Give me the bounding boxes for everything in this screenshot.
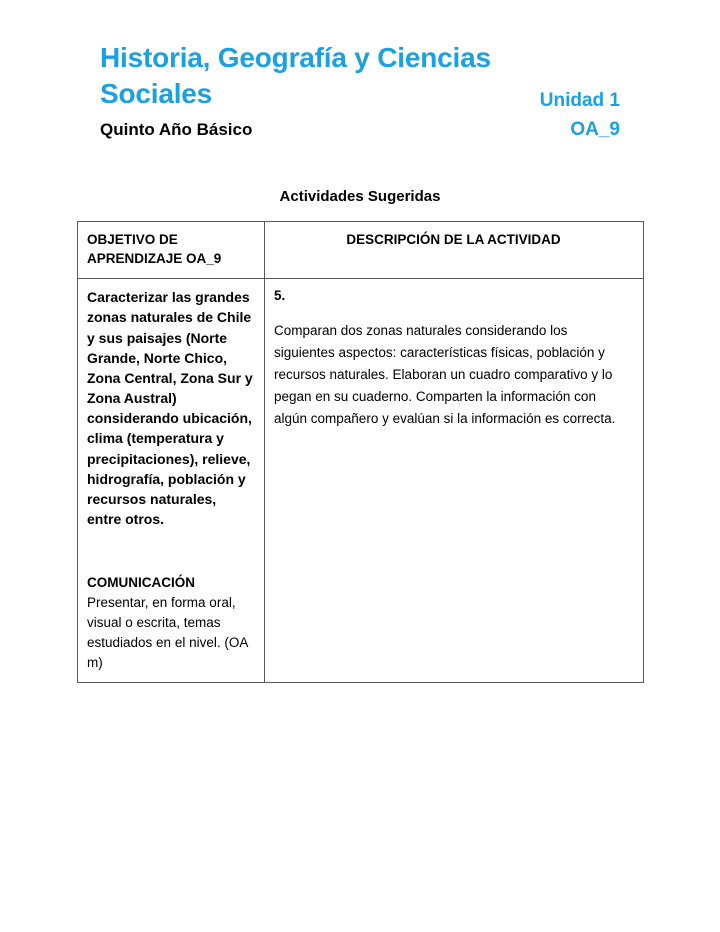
description-cell [265,279,644,683]
grade-label: Quinto Año Básico [100,119,253,139]
oa-code-label: OA_9 [570,118,620,140]
column-header-description: DESCRIPCIÓN DE LA ACTIVIDAD [346,232,561,247]
header-grade-row [100,119,620,141]
objective-cell [78,279,265,683]
communication-title: COMUNICACIÓN [87,575,195,591]
unit-label: Unidad 1 [539,89,620,111]
table-row [78,279,644,683]
table-header-objective-cell [78,222,265,279]
activity-number: 5. [274,288,286,304]
header-unit-row [100,81,620,112]
document-header [100,40,620,141]
section-heading: Actividades Sugeridas [279,188,441,205]
activity-description-text: Comparan dos zonas naturales considerando los siguientes aspectos: características físicas, población y recursos naturales. Elaboran un cuadro comparativo y lo pegan en su cuaderno. Comparten la información con algún compañero y evalúan si la información es correcta. [274,323,616,426]
column-header-objective: OBJETIVO DE APRENDIZAJE OA_9 [87,232,222,266]
communication-block [87,573,254,674]
activities-table [77,221,644,683]
table-header-description-cell [265,222,644,279]
communication-text: Presentar, en forma oral, visual o escrita, temas estudiados en el nivel. (OA m) [87,594,248,671]
objective-text: Caracterizar las grandes zonas naturales de Chile y sus paisajes (Norte Grande, Norte Chico, Zona Central, Zona Sur y Zona Austral) considerando ubicación, clima (temperatura y precipitaciones), relieve, hidrografía, población y recursos naturales, entre otros. [87,289,253,527]
table-header-row [78,222,644,279]
document-title: Historia, Geografía y Ciencias Sociales [100,42,491,109]
